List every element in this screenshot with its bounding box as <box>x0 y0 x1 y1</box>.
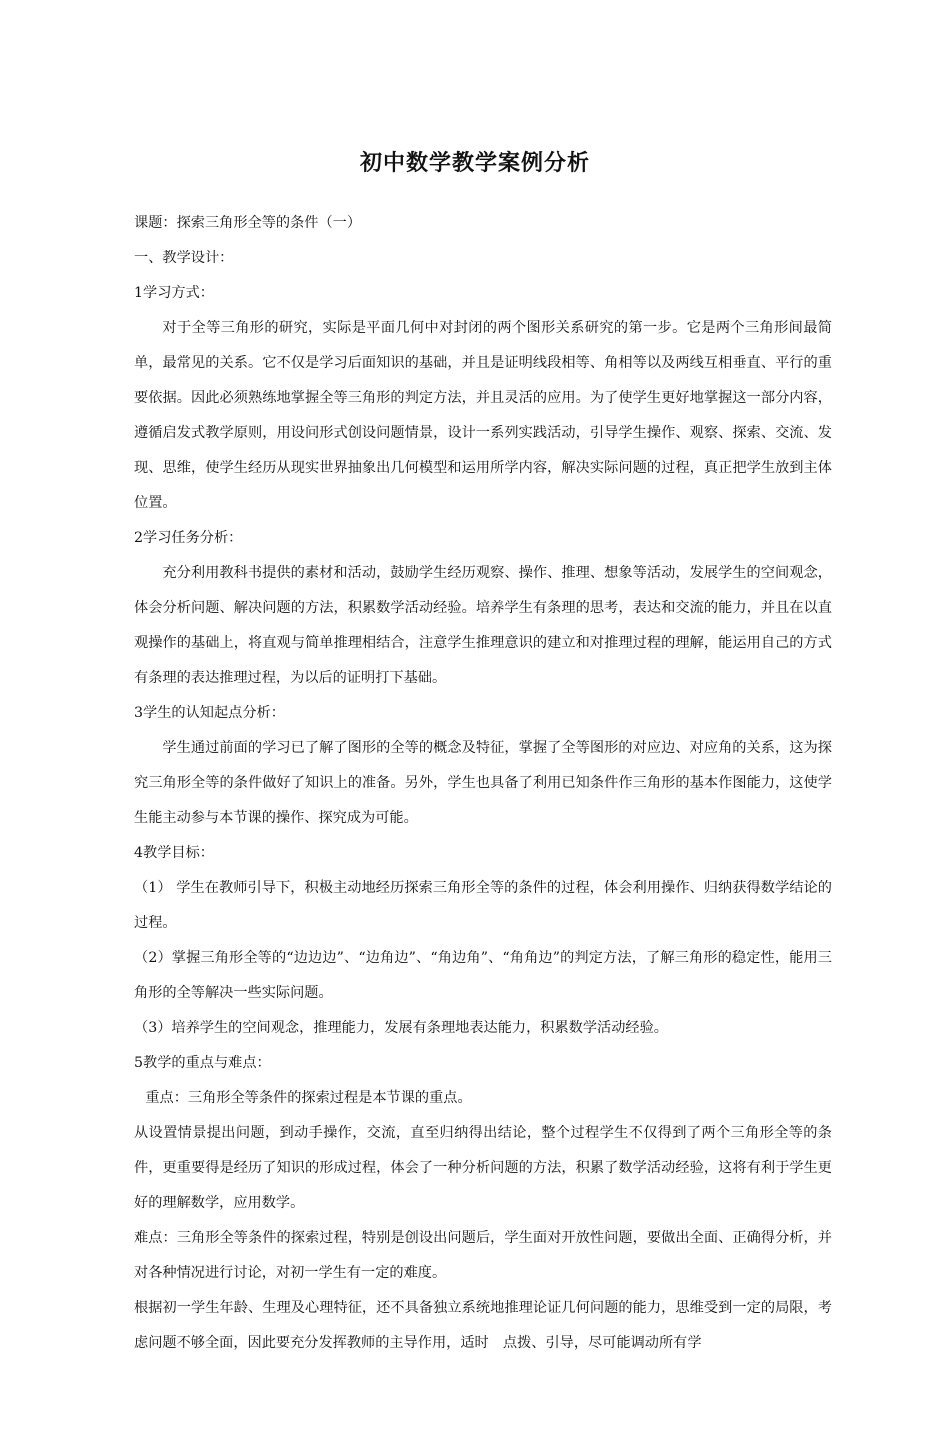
section-heading-design: 一、教学设计： <box>134 250 234 266</box>
key-point-statement: 重点：三角形全等条件的探索过程是本节课的重点。 <box>145 1090 472 1106</box>
objective-1: （1） 学生在教师引导下，积极主动地经历探索三角形全等的条件的过程，体会利用操作、归纳获得数学结论的过程。 <box>134 880 832 931</box>
heading-key-points: 5教学的重点与难点： <box>134 1055 271 1071</box>
paragraph-student-traits: 根据初一学生年龄、生理及心理特征，还不具备独立系统地推理论证几何问题的能力，思维受到一定的局限，考虑问题不够全面，因此要充分发挥教师的主导作用，适时 点拨、引导，尽可能调动所有学 <box>134 1300 832 1351</box>
objective-2: （2）掌握三角形全等的“边边边”、“边角边”、“角边角”、“角角边”的判定方法，了解三角形的稳定性，能用三角形的全等解决一些实际问题。 <box>134 950 832 1001</box>
paragraph-cognitive-start: 学生通过前面的学习已了解了图形的全等的概念及特征，掌握了全等图形的对应边、对应角的关系，这为探究三角形全等的条件做好了知识上的准备。另外，学生也具备了利用已知条件作三角形的基本作图能力，这使学生能主动参与本节课的操作、探究成为可能。 <box>134 740 832 826</box>
paragraph-learning-style: 对于全等三角形的研究，实际是平面几何中对封闭的两个图形关系研究的第一步。它是两个三角形间最简单，最常见的关系。它不仅是学习后面知识的基础，并且是证明线段相等、角相等以及两线互相垂直、平行的重要依据。因此必须熟练地掌握全等三角形的判定方法，并且灵活的应用。为了使学生更好地掌握这一部分内容，遵循启发式教学原则，用设问形式创设问题情景，设计一系列实践活动，引导学生操作、观察、探索、交流、发现、思维，使学生经历从现实世界抽象出几何模型和运用所学内容，解决实际问题的过程，真正把学生放到主体位置。 <box>134 320 832 511</box>
document-body <box>134 206 832 1361</box>
heading-objectives: 4教学目标： <box>134 845 214 861</box>
objective-3: （3）培养学生的空间观念，推理能力，发展有条理地表达能力，积累数学活动经验。 <box>134 1020 668 1036</box>
heading-task-analysis: 2学习任务分析： <box>134 530 243 546</box>
heading-cognitive-start: 3学生的认知起点分析： <box>134 705 285 721</box>
paragraph-task-analysis: 充分利用教科书提供的素材和活动，鼓励学生经历观察、操作、推理、想象等活动，发展学生的空间观念，体会分析问题、解决问题的方法，积累数学活动经验。培养学生有条理的思考，表达和交流的能力，并且在以直观操作的基础上，将直观与简单推理相结合，注意学生推理意识的建立和对推理过程的理解，能运用自己的方式有条理的表达推理过程，为以后的证明打下基础。 <box>134 565 832 686</box>
paragraph-difficulty: 难点：三角形全等条件的探索过程，特别是创设出问题后，学生面对开放性问题，要做出全面、正确得分析，并对各种情况进行讨论，对初一学生有一定的难度。 <box>134 1230 832 1281</box>
document-title: 初中数学教学案例分析 <box>359 150 590 176</box>
heading-learning-style: 1学习方式： <box>134 285 214 301</box>
paragraph-key-point: 从设置情景提出问题，到动手操作，交流，直至归纳得出结论，整个过程学生不仅得到了两个三角形全等的条件，更重要得是经历了知识的形成过程，体会了一种分析问题的方法，积累了数学活动经验，这将有利于学生更好的理解数学，应用数学。 <box>134 1125 832 1211</box>
lesson-topic: 课题：探索三角形全等的条件（一） <box>134 215 362 231</box>
